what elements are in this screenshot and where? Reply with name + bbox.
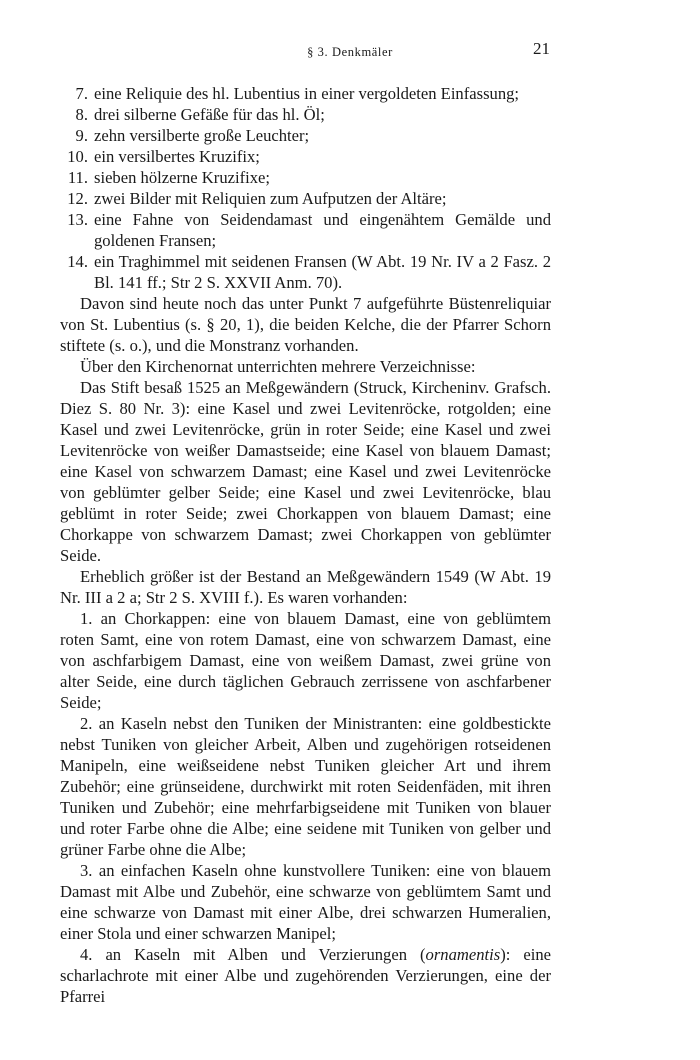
list-item (60, 209, 551, 251)
list-item (60, 251, 551, 293)
list-item-number: 12. (67, 189, 88, 208)
page-number: 21 (533, 39, 550, 58)
paragraph-text: 4. an Kaseln mit Alben und Verzierungen ( (80, 945, 426, 964)
body-paragraph: Das Stift besaß 1525 an Meßgewändern (Struck, Kircheninv. Grafsch. Diez S. 80 Nr. 3): eine Kasel und zwei Levitenröcke, rotgolden; eine Kasel und zwei Levitenröcke, grün in roter Seide; eine Kasel und zwei Levitenröcke von weißer Damastseide; eine Kasel von blauem Damast; eine Kasel von schwarzem Damast; eine Kasel und zwei Levitenröcke von geblümter gelber Seide; eine Kasel und zwei Levitenröcke, blau geblümt in roter Seide; zwei Chorkappen von blauem Damast; eine Chorkappe von schwarzem Damast; zwei Chorkappen von geblümter Seide. (60, 378, 551, 565)
list-item-text: eine Reliquie des hl. Lubentius in einer vergoldeten Einfassung; (94, 84, 520, 103)
list-item-text: sieben hölzerne Kruzifixe; (94, 168, 271, 187)
body-paragraph: 2. an Kaseln nebst den Tuniken der Ministranten: eine goldbestickte nebst Tuniken von gleicher Arbeit, Alben und zugehörigen rotseidenen Manipeln, eine weißseidene nebst Tuniken gleicher Art und ihrem Zubehör; eine grünseidene, durchwirkt mit roten Seidenfäden, mit ihren Tuniken und Zubehör; eine mehrfarbigseidene mit Tuniken von blauer und roter Farbe ohne die Albe; eine seidene mit Tuniken von gelber und grüner Farbe ohne die Albe; (60, 714, 551, 859)
list-item (60, 146, 551, 167)
list-item-text: zehn versilberte große Leuchter; (94, 126, 310, 145)
body-paragraph: 3. an einfachen Kaseln ohne kunstvollere Tuniken: eine von blauem Damast mit Albe und Zubehör, eine schwarze von geblümtem Samt und eine schwarze von Damast mit einer Albe, drei schwarzen Humeralien, einer Stola und einer schwarzen Manipel; (60, 861, 551, 943)
list-item (60, 104, 551, 125)
body-paragraph: Davon sind heute noch das unter Punkt 7 aufgeführte Büstenreliquiar von St. Lubentius (s. § 20, 1), die beiden Kelche, die der Pfarrer Schorn stiftete (s. o.), und die Monstranz vorhanden. (60, 294, 551, 355)
list-item-text: eine Fahne von Seidendamast und eingenähtem Gemälde und goldenen Fransen; (94, 210, 551, 250)
body-paragraph: Über den Kirchenornat unterrichten mehrere Verzeichnisse: (80, 357, 476, 376)
list-item-number: 8. (75, 105, 88, 124)
list-item-text: drei silberne Gefäße für das hl. Öl; (94, 105, 325, 124)
running-head: § 3. Denkmäler (307, 45, 393, 59)
body-paragraph: Erheblich größer ist der Bestand an Meßgewändern 1549 (W Abt. 19 Nr. III a 2 a; Str 2 S. XVIII f.). Es waren vorhanden: (60, 567, 551, 607)
latin-term: ornamentis (425, 945, 501, 964)
list-item (60, 167, 551, 188)
list-item (60, 125, 551, 146)
body-paragraph: 1. an Chorkappen: eine von blauem Damast, eine von geblümtem roten Samt, eine von rotem Damast, eine von schwarzem Damast, eine von aschfarbigem Damast, eine von weißem Damast, zwei grüne von alter Seide, eine durch täglichen Gebrauch zerrissene von aschfarbener Seide; (60, 609, 551, 712)
body-paragraph (60, 944, 551, 1007)
list-item-number: 7. (75, 84, 88, 103)
list-item-text: ein versilbertes Kruzifix; (94, 147, 260, 166)
list-item-text: ein Traghimmel mit seidenen Fransen (W Abt. 19 Nr. IV a 2 Fasz. 2 Bl. 141 ff.; Str 2 S. XXVII Anm. 70). (94, 252, 551, 292)
inventory-list (60, 83, 551, 293)
list-item-number: 13. (67, 210, 88, 229)
page-header (0, 38, 700, 62)
list-item (60, 83, 551, 104)
page-body (60, 83, 551, 1007)
list-item-number: 14. (67, 252, 88, 271)
list-item-number: 10. (67, 147, 88, 166)
list-item (60, 188, 551, 209)
list-item-number: 11. (67, 168, 88, 187)
list-item-number: 9. (75, 126, 88, 145)
paragraph-text: ): eine scharlachrote mit einer Albe und zugehörenden Verzierungen, eine der Pfarrei (60, 945, 551, 1006)
list-item-text: zwei Bilder mit Reliquien zum Aufputzen der Altäre; (94, 189, 447, 208)
